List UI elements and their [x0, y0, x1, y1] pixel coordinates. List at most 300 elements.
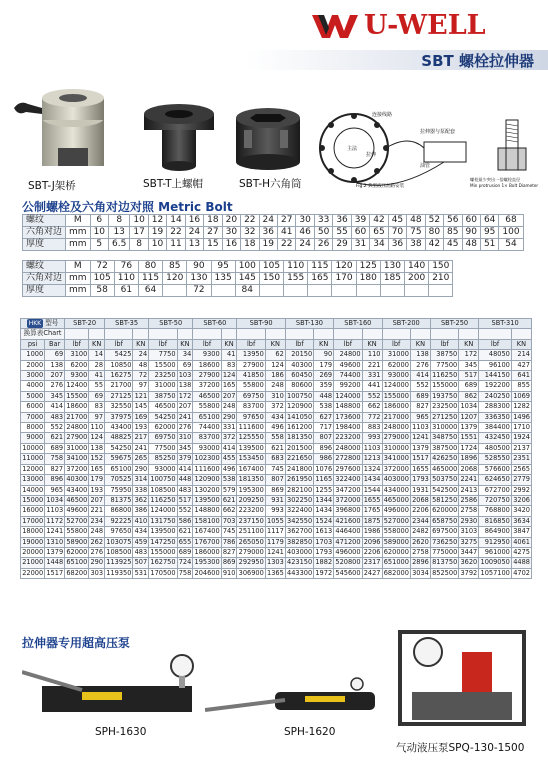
- metric-unit: mm: [66, 227, 91, 239]
- pump-label: SPH-1630: [95, 726, 147, 738]
- chart-cell: 32550: [105, 402, 133, 412]
- chart-cell: 527000: [383, 516, 409, 525]
- chart-cell: 2317: [363, 558, 381, 567]
- metric-cell: 115: [138, 273, 162, 285]
- chart-cell: 3420: [513, 506, 530, 515]
- metric-cell: 19: [148, 227, 166, 239]
- chart-cell: 1255: [315, 485, 333, 494]
- chart-cell: 1882: [315, 558, 333, 567]
- metric-cell: 39: [351, 215, 369, 227]
- chart-cell: 38750: [149, 391, 177, 401]
- chart-cell: 207: [90, 495, 104, 504]
- conversion-chart-table: [20, 318, 532, 579]
- chart-cell: 538: [314, 402, 334, 412]
- chart-cell: 40300: [285, 360, 313, 370]
- chart-cell: 1434: [315, 506, 333, 515]
- chart-cell: 72: [133, 371, 149, 381]
- chart-kn-header: KN: [89, 339, 105, 349]
- chart-cell: 148800: [194, 506, 220, 515]
- chart-cell: 496000: [335, 547, 361, 556]
- chart-cell: 517: [459, 371, 479, 381]
- chart-cell: 446400: [335, 527, 361, 536]
- chart-cell: 124: [265, 360, 285, 370]
- chart-cell: 49600: [66, 506, 88, 515]
- metric-unit: M: [66, 261, 91, 273]
- chart-model-header: SBT-160: [334, 319, 382, 329]
- metric-cell: 15: [204, 239, 222, 251]
- bolt-note-en: Min protrusion 1× Bolt Diameter: [470, 183, 539, 188]
- chart-cell: 93000: [193, 443, 221, 453]
- sbt-j-bridge-photo: [12, 78, 132, 176]
- chart-cell: 21000: [22, 558, 44, 567]
- chart-cell: 272800: [335, 454, 361, 463]
- chart-units-blank: [511, 329, 531, 339]
- chart-cell: 827: [410, 402, 430, 412]
- chart-cell: 672700: [479, 485, 512, 495]
- chart-cell: 558: [265, 433, 285, 443]
- chart-cell: 124000: [383, 381, 409, 390]
- chart-cell: 15500: [149, 360, 177, 370]
- chart-cell: 1076: [315, 464, 333, 473]
- chart-cell: 41850: [237, 371, 265, 381]
- chart-units-blank: [105, 329, 133, 339]
- chart-cell: 69: [45, 350, 65, 360]
- sbt-h-hex-socket-photo: [228, 100, 306, 172]
- chart-cell: 2351: [513, 454, 530, 463]
- chart-model-label-cell: [21, 319, 65, 329]
- metric-cell: 72: [90, 261, 114, 273]
- chart-cell: 310: [265, 391, 285, 401]
- chart-cell: 43400: [105, 423, 133, 433]
- metric-cell: 140: [405, 261, 429, 273]
- chart-cell: 269: [314, 371, 334, 381]
- chart-row: [21, 412, 532, 422]
- chart-model-header: SBT-130: [285, 319, 333, 329]
- chart-cell: 3620: [460, 558, 478, 567]
- chart-cell: 207: [45, 371, 65, 381]
- chart-units-blank: [177, 329, 193, 339]
- metric-table-2: [22, 260, 453, 297]
- metric-cell: 120: [332, 261, 356, 273]
- chart-cell: 1055: [267, 516, 284, 525]
- chart-cell: 414: [410, 371, 430, 381]
- chart-cell: 2000: [21, 360, 45, 370]
- chart-cell: 310000: [432, 423, 458, 432]
- chart-cell: 62000: [66, 547, 88, 556]
- chart-cell: 240250: [479, 391, 512, 401]
- chart-cell: 282100: [287, 485, 313, 494]
- metric-cell: 16: [222, 239, 240, 251]
- chart-cell: 1165: [315, 475, 333, 484]
- chart-cell: 97650: [237, 412, 265, 422]
- chart-cell: 9300: [193, 350, 221, 360]
- metric-cell: 60: [351, 227, 369, 239]
- chart-cell: 1213: [363, 454, 381, 463]
- metric-cell: 19: [259, 239, 277, 251]
- chart-cell: 993: [362, 433, 382, 443]
- chart-cell: 65100: [105, 464, 133, 474]
- metric-cell: 10: [148, 239, 166, 251]
- metric-cell: 29: [333, 239, 351, 251]
- chart-cell: 167400: [194, 527, 220, 536]
- chart-cell: 483: [178, 485, 192, 494]
- chart-cell: 855: [511, 381, 531, 391]
- metric-row-header: 六角对边: [23, 273, 66, 285]
- chart-cell: 100750: [150, 475, 176, 484]
- chart-cell: 1517: [46, 568, 64, 577]
- chart-cell: 662: [222, 506, 236, 515]
- chart-cell: 65100: [66, 558, 88, 567]
- chart-cell: 237150: [238, 516, 264, 525]
- chart-cell: 483: [134, 547, 148, 556]
- chart-cell: 162750: [150, 558, 176, 567]
- metric-cell: 85: [444, 227, 462, 239]
- chart-cell: 471200: [335, 537, 361, 546]
- chart-cell: 423150: [287, 558, 313, 567]
- chart-cell: 75950: [105, 485, 133, 495]
- chart-cell: 99200: [334, 381, 362, 391]
- metric-cell: 55: [333, 227, 351, 239]
- chart-cell: 167400: [238, 464, 264, 473]
- chart-cell: 97650: [105, 527, 133, 537]
- chart-cell: 869: [265, 485, 285, 495]
- chart-kn-header: KN: [511, 339, 531, 349]
- chart-cell: 345: [45, 391, 65, 401]
- metric-row: [23, 215, 524, 227]
- chart-lbf-header: lbf: [105, 339, 133, 349]
- chart-cell: 195300: [238, 485, 264, 494]
- chart-cell: 310: [178, 433, 192, 442]
- chart-cell: 379: [178, 454, 192, 463]
- chart-row: [21, 423, 532, 433]
- chart-cell: 288300: [479, 402, 512, 412]
- chart-units-blank: [382, 329, 410, 339]
- chart-cell: 1241: [267, 547, 284, 556]
- chart-cell: 864900: [479, 527, 512, 537]
- metric-cell: 90: [462, 227, 480, 239]
- chart-cell: 48825: [105, 433, 133, 443]
- chart-bar-header: Bar: [45, 339, 65, 349]
- chart-cell: 27900: [66, 433, 88, 442]
- chart-cell: 1241: [412, 433, 429, 442]
- chart-row: [21, 537, 532, 547]
- chart-cell: 372000: [383, 464, 409, 473]
- chart-cell: 21700: [66, 412, 88, 421]
- chart-cell: 579: [222, 485, 236, 494]
- chart-cell: 496: [222, 464, 236, 473]
- chart-kn-header: KN: [410, 339, 430, 349]
- chart-conversion-label: 换算表Chart: [21, 329, 65, 339]
- metric-cell: 72: [187, 285, 211, 297]
- chart-cell: 186000: [383, 402, 409, 411]
- chart-cell: 100750: [287, 391, 313, 400]
- metric-cell: 30: [296, 215, 314, 227]
- chart-cell: 120900: [194, 475, 220, 484]
- chart-cell: 40300: [66, 475, 88, 484]
- chart-cell: 1172: [46, 516, 64, 525]
- chart-cell: 52700: [66, 516, 88, 525]
- chart-cell: 69750: [237, 391, 265, 401]
- chart-cell: 689: [178, 547, 192, 556]
- chart-cell: 90: [314, 350, 334, 360]
- metric-cell: 36: [259, 227, 277, 239]
- chart-cell: 627: [314, 412, 334, 422]
- metric-cell: 22: [241, 215, 259, 227]
- chart-cell: 58900: [66, 537, 88, 546]
- metric-row: [23, 227, 524, 239]
- chart-cell: 13950: [237, 350, 265, 360]
- chart-cell: 1379: [46, 547, 64, 556]
- metric-cell: 30: [222, 227, 240, 239]
- chart-subunits-row: [21, 339, 532, 349]
- chart-cell: 2241: [460, 475, 478, 484]
- product-label: SBT-J架桥: [28, 180, 76, 192]
- metric-cell: 135: [211, 273, 235, 285]
- chart-row: [21, 360, 532, 370]
- diagram-tension-label: 拉伸: [366, 152, 377, 158]
- chart-cell: 852500: [432, 568, 458, 577]
- chart-cell: 538: [222, 475, 236, 484]
- metric-cell: 42: [370, 215, 388, 227]
- metric-cell: 105: [90, 273, 114, 285]
- sph-1620-pump-photo: [205, 666, 385, 722]
- chart-cell: 38750: [430, 350, 458, 360]
- chart-cell: 576600: [479, 464, 512, 474]
- chart-cell: 331: [362, 371, 382, 381]
- chart-cell: 120900: [287, 402, 313, 411]
- bolt-note: 螺栓最少突出一倍螺栓直径: [470, 177, 521, 182]
- chart-cell: 8000: [21, 423, 45, 433]
- chart-cell: 480500: [479, 443, 512, 453]
- chart-lbf-header: lbf: [479, 339, 512, 349]
- chart-cell: 434: [134, 527, 148, 536]
- chart-cell: 261950: [287, 475, 313, 484]
- chart-cell: 165: [222, 381, 236, 390]
- chart-cell: 910: [222, 568, 236, 577]
- chart-cell: 558000: [383, 527, 409, 536]
- chart-cell: 276: [45, 381, 65, 391]
- metric-cell: 58: [90, 285, 114, 297]
- chart-cell: 41: [89, 371, 105, 381]
- chart-row: [21, 402, 532, 412]
- metric-cell: 38: [407, 239, 425, 251]
- chart-cell: 3206: [513, 495, 530, 504]
- chart-cell: 186000: [194, 547, 220, 556]
- chart-cell: 434000: [383, 485, 409, 494]
- chart-cell: 1057100: [480, 568, 510, 577]
- metric-cell: 13: [185, 239, 203, 251]
- diagram-caption: Fig.2 典型液压油路安装: [356, 184, 405, 189]
- chart-cell: 65100: [193, 412, 221, 422]
- chart-cell: 152: [90, 454, 104, 463]
- metric-section-title: 公制螺栓及六角对边对照 Metric Bolt: [22, 200, 233, 214]
- metric-cell: 24: [296, 239, 314, 251]
- chart-cell: 4000: [21, 381, 45, 391]
- chart-cell: 116250: [150, 495, 176, 504]
- chart-cell: 827: [222, 547, 236, 556]
- metric-row: [23, 261, 453, 273]
- metric-cell: 36: [388, 239, 406, 251]
- chart-cell: 813750: [432, 558, 458, 567]
- chart-cell: 172: [459, 350, 479, 360]
- metric-cell: 17: [130, 227, 148, 239]
- chart-cell: 689: [410, 391, 430, 401]
- chart-cell: 342550: [287, 516, 313, 525]
- metric-cell: 18: [241, 239, 259, 251]
- chart-cell: 1875: [363, 516, 381, 525]
- chart-cell: 1282: [513, 402, 530, 411]
- chart-cell: 119350: [106, 568, 132, 577]
- chart-units-blank: [221, 329, 237, 339]
- chart-units-blank: [430, 329, 458, 339]
- metric-cell: 5: [90, 239, 108, 251]
- chart-cell: 1517: [412, 454, 429, 463]
- chart-model-header: SBT-310: [479, 319, 532, 329]
- chart-cell: 1344: [315, 495, 333, 504]
- chart-cell: 2779: [513, 475, 530, 484]
- chart-cell: 372000: [335, 495, 361, 504]
- metric-cell: 61: [114, 285, 138, 297]
- chart-cell: 138: [45, 360, 65, 370]
- metric-cell: 8: [130, 239, 148, 251]
- chart-cell: 49600: [334, 360, 362, 370]
- chart-cell: 496000: [383, 506, 409, 515]
- metric-cell: 48: [407, 215, 425, 227]
- chart-cell: 59675: [105, 454, 133, 464]
- chart-cell: 448: [178, 475, 192, 484]
- metric-cell: 13: [109, 227, 130, 239]
- metric-cell: 36: [333, 215, 351, 227]
- chart-cell: 621: [222, 495, 236, 504]
- chart-cell: 181350: [238, 475, 264, 484]
- chart-cell: 807: [265, 475, 285, 485]
- chart-cell: 745: [222, 527, 236, 536]
- chart-cell: 683: [265, 454, 285, 464]
- chart-cell: 689: [459, 381, 479, 391]
- metric-cell: 85: [163, 261, 187, 273]
- chart-cell: 1655: [412, 464, 429, 473]
- chart-row: [21, 464, 532, 474]
- chart-cell: 70525: [105, 475, 133, 485]
- chart-cell: 276: [90, 547, 104, 556]
- metric-cell: 155: [284, 273, 308, 285]
- metric-cell: 26: [314, 239, 332, 251]
- chart-cell: 2896: [412, 558, 429, 567]
- chart-cell: 1379: [460, 423, 478, 432]
- chart-lbf-header: lbf: [193, 339, 221, 349]
- chart-cell: 1000: [21, 350, 45, 360]
- chart-cell: 1103: [46, 506, 64, 515]
- chart-cell: 1524: [315, 516, 333, 525]
- spq-130-1500-pump-photo: [392, 622, 532, 730]
- chart-cell: 1613: [315, 527, 333, 536]
- chart-cell: 772: [362, 412, 382, 422]
- chart-kn-header: KN: [459, 339, 479, 349]
- chart-cell: 303: [90, 568, 104, 577]
- pump-label: 气动液压泵SPQ-130-1500: [396, 742, 525, 754]
- metric-cell: [308, 285, 332, 297]
- chart-cell: 103075: [106, 537, 132, 546]
- chart-cell: 124: [90, 433, 104, 442]
- chart-cell: 2068: [412, 495, 429, 504]
- chart-cell: 34100: [66, 454, 88, 463]
- chart-cell: 170500: [150, 568, 176, 577]
- metric-unit: mm: [66, 239, 91, 251]
- chart-cell: 302250: [287, 495, 313, 504]
- chart-cell: 2413: [460, 485, 478, 494]
- diagram-hose-label: 油管: [420, 163, 431, 169]
- chart-cell: 93000: [382, 371, 410, 381]
- chart-cell: 931: [265, 495, 285, 505]
- chart-cell: 322400: [287, 506, 313, 515]
- metric-cell: [356, 285, 380, 297]
- chart-row: [21, 527, 532, 537]
- chart-cell: 1551: [460, 433, 478, 442]
- chart-cell: 141050: [287, 412, 313, 421]
- chart-cell: 22000: [22, 568, 44, 577]
- metric-cell: 54: [499, 239, 523, 251]
- chart-cell: 465000: [383, 495, 409, 504]
- chart-cell: 125550: [238, 433, 264, 442]
- chart-lbf-header: lbf: [65, 339, 89, 349]
- chart-cell: 896: [45, 475, 65, 485]
- chart-cell: 138: [178, 381, 192, 390]
- chart-cell: 241: [134, 443, 148, 452]
- chart-cell: 1241: [46, 527, 64, 536]
- chart-cell: 465000: [432, 464, 458, 473]
- chart-cell: 341000: [383, 454, 409, 463]
- chart-cell: 758: [45, 454, 65, 464]
- chart-kn-header: KN: [362, 339, 382, 349]
- chart-cell: 108500: [150, 485, 176, 494]
- chart-cell: 290: [134, 464, 148, 473]
- chart-cell: 290: [222, 412, 236, 421]
- metric-row: [23, 239, 524, 251]
- chart-cell: 27900: [237, 360, 265, 370]
- metric-row: [23, 285, 453, 297]
- chart-cell: 55800: [237, 381, 265, 391]
- chart-units-blank: [362, 329, 382, 339]
- chart-cell: 241: [178, 412, 192, 421]
- metric-row-header: 螺纹: [23, 215, 66, 227]
- chart-cell: 345: [459, 360, 479, 370]
- chart-kn-header: KN: [221, 339, 237, 349]
- chart-cell: 1931: [412, 485, 429, 494]
- chart-cell: 116250: [432, 371, 458, 380]
- metric-cell: 10: [90, 227, 108, 239]
- metric-cell: 100: [235, 261, 259, 273]
- chart-cell: 306900: [238, 568, 264, 577]
- chart-cell: 1207: [460, 412, 478, 421]
- chart-units-blank: [89, 329, 105, 339]
- chart-row: [21, 433, 532, 443]
- chart-row: [21, 558, 532, 568]
- metric-cell: 90: [187, 261, 211, 273]
- chart-cell: 165: [90, 464, 104, 473]
- chart-cell: 14: [89, 350, 105, 360]
- chart-cell: 18600: [193, 360, 221, 370]
- chart-cell: 986: [314, 454, 334, 464]
- chart-cell: 31000: [149, 381, 177, 391]
- pump-label: SPH-1620: [284, 726, 336, 738]
- chart-cell: 55800: [193, 402, 221, 412]
- chart-cell: 3100: [65, 350, 89, 360]
- chart-kn-header: KN: [133, 339, 149, 349]
- metric-cell: 45: [388, 215, 406, 227]
- chart-cell: 10850: [105, 360, 133, 370]
- chart-cell: 83: [221, 360, 237, 370]
- chart-cell: 153450: [238, 454, 264, 463]
